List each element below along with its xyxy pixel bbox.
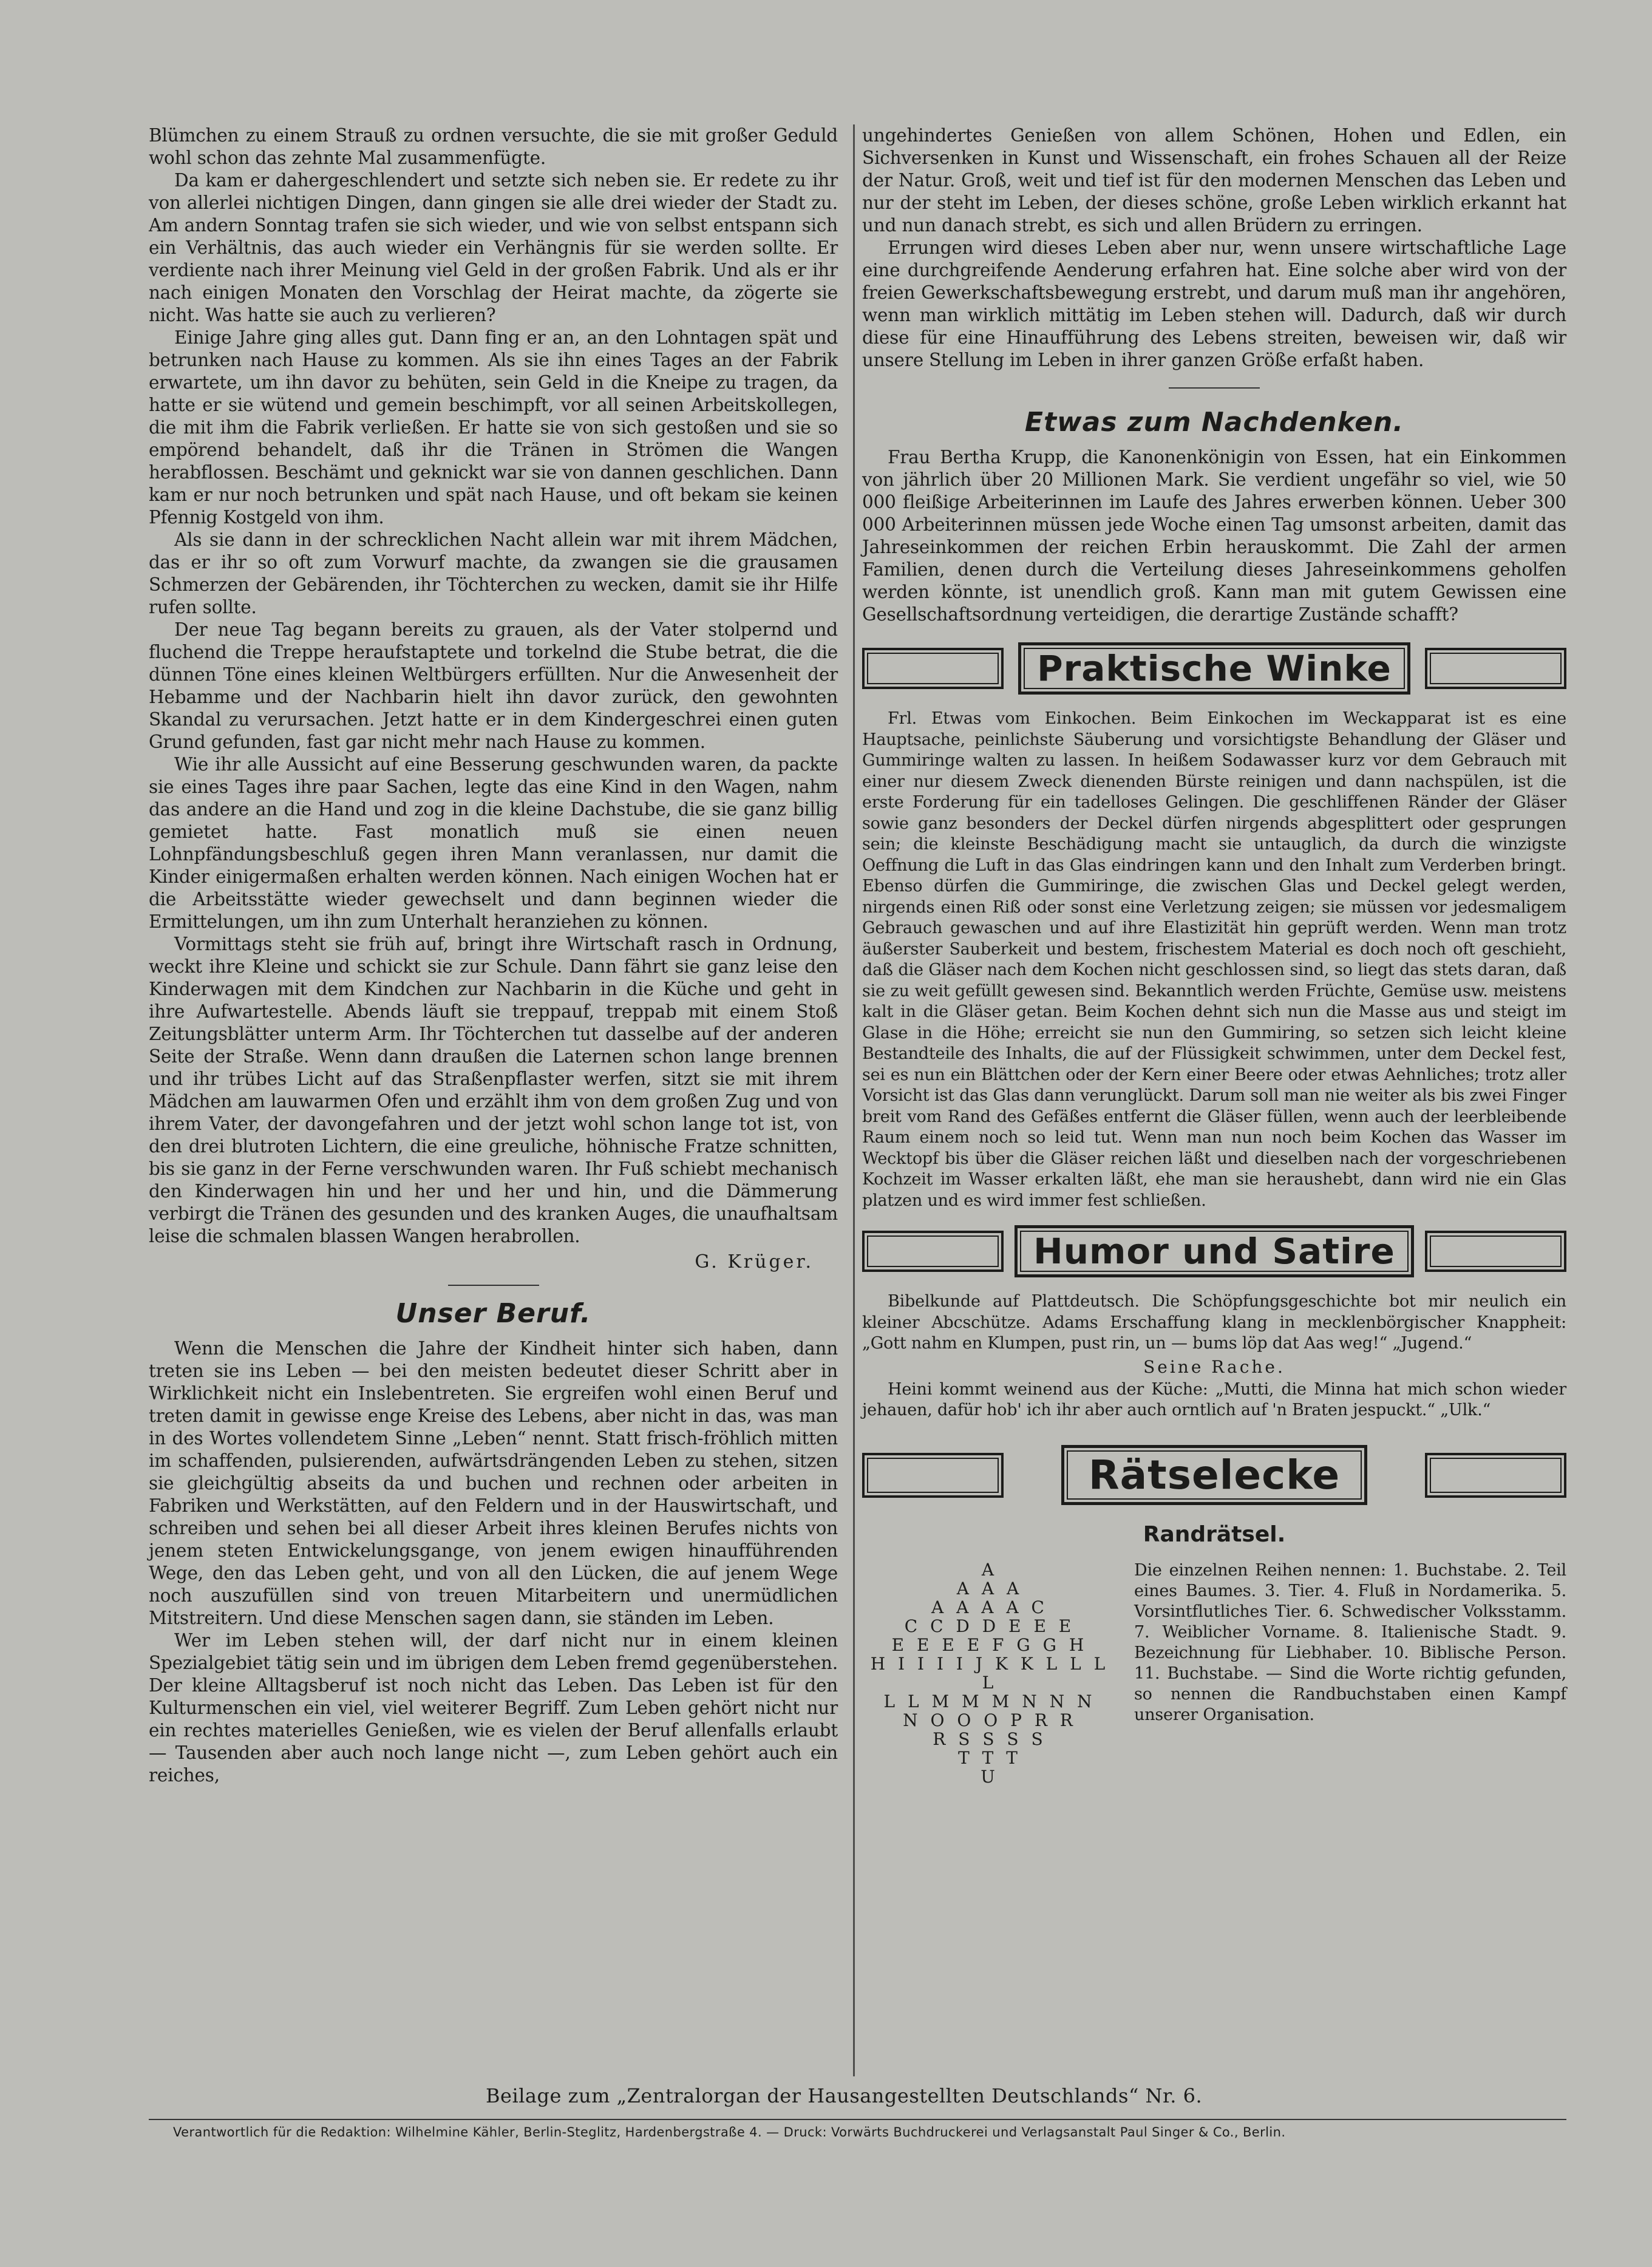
banner-frame-right	[1425, 1231, 1566, 1272]
winke-banner	[862, 642, 1566, 695]
pyramid-row: U	[981, 1766, 999, 1787]
story-paragraph: Blümchen zu einem Strauß zu ordnen versuchte, die sie mit großer Geduld wohl schon das zehnte Mal zusammenfügte.	[149, 125, 838, 168]
pyramid-row: A A A	[956, 1578, 1023, 1599]
pyramid-row: N O O O P R R	[903, 1710, 1076, 1730]
section-divider	[1169, 387, 1260, 389]
letter-pyramid	[862, 1560, 1117, 1786]
banner-frame-left	[862, 1453, 1004, 1498]
beruf-continued-paragraph: ungehindertes Genießen von allem Schönen, Hohen und Edlen, ein Sichversenken in Kunst und Wissenschaft, ein frohes Schauen all der Reize der Natur. Groß, weit und tief ist für den modernen Menschen das Leben und nur der steht im Leben, der dieses schöne, große Leben wirklich erkannt hat und nun danach strebt, es sich und allen Brüdern zu erringen.	[862, 125, 1566, 236]
beruf-heading: Unser Beruf.	[395, 1298, 591, 1329]
raetsel-banner	[862, 1442, 1566, 1509]
beruf-continued-paragraph: Errungen wird dieses Leben aber nur, wenn unsere wirtschaftliche Lage eine durchgreifende Aenderung erfahren hat. Eine solche aber wird von der freien Gewerkschaftsbewegung erstrebt, und darum muß man ihr angehören, wenn man wirklich mittätig im Leben stehen will. Dadurch, daß wir durch diese für eine Hinaufführung des Lebens streiten, beweisen wir, daß wir unsere Stellung im Leben in ihrer ganzen Größe erfaßt haben.	[862, 237, 1566, 370]
story-paragraph: Als sie dann in der schrecklichen Nacht allein war mit ihrem Mädchen, das er ihr so oft zum Vorwurf machte, da zwangen sie die grausamen Schmerzen der Gebärenden, ihr Töchterchen zu wecken, damit sie ihr Hilfe rufen sollte.	[149, 529, 838, 617]
humor-item: Bibelkunde auf Plattdeutsch. Die Schöpfungsgeschichte bot mir neulich ein kleiner Abcschütze. Adams Erschaffung klang in mecklenbörgischer Knappheit: „Gott nahm en Klumpen, pust rin, un — bums löp dat Aas weg!“ „Jugend.“	[862, 1292, 1566, 1353]
nachdenken-paragraph: Frau Bertha Krupp, die Kanonenkönigin von Essen, hat ein Einkommen von jährlich über 20 Millionen Mark. Sie verdient ungefähr so viel, wie 50 000 fleißige Arbeiterinnen im Laufe des Jahres erwerben können. Ueber 300 000 Arbeiterinnen müssen jede Woche einen Tag umsonst arbeiten, damit das Jahreseinkommen der reichen Erbin herauskommt. Die Zahl der armen Familien, denen durch die Verteilung dieses Jahreseinkommens geholfen werden könnte, ist unendlich groß. Kann man mit gutem Gewissen eine Gesellschaftsordnung verteidigen, die derartige Zustände schafft?	[862, 447, 1566, 625]
column-divider	[853, 124, 855, 2076]
raetsel-heading: Rätselecke	[1061, 1445, 1367, 1505]
left-column	[149, 124, 838, 1787]
right-column	[862, 124, 1566, 1786]
pyramid-row: H I I I I J K K L L L L	[870, 1653, 1109, 1693]
pyramid-row: A	[981, 1559, 998, 1580]
beruf-paragraph: Wenn die Menschen die Jahre der Kindheit hinter sich haben, dann treten sie ins Leben — bei den meisten bedeutet dieser Schritt aber in Wirklichkeit nicht ein Inslebentreten. Sie ergreifen wohl einen Beruf und treten damit in gewisse enge Kreise des Lebens, aber nicht in das, was man in des Wortes vollendetem Sinne „Leben“ nennt. Statt frisch-fröhlich mitten im schaffenden, pulsierenden, aufwärtsdrängenden Leben zu stehen, sitzen sie gleichgültig abseits da und buchen und rechnen oder arbeiten in Fabriken und Werkstätten, auf den Feldern und in der Hauswirtschaft, und schreiben und sehen bei all dieser Arbeit ihres kleinen Berufes nichts von jenem steten Entwickelungsgange, von jenem ewigen hinaufführenden Wege, den das Leben geht, und von all den Lücken, die auf jenem Wege noch auszufüllen sind von treuen Mitarbeitern und unermüdlichen Mitstreitern. Und diese Menschen sagen dann, sie ständen im Leben.	[149, 1338, 838, 1628]
humor-heading: Humor und Satire	[1015, 1225, 1414, 1277]
winke-paragraph: Frl. Etwas vom Einkochen. Beim Einkochen im Weckapparat ist es eine Hauptsache, peinlichste Säuberung und vorsichtigste Behandlung der Gläser und Gummiringe walten zu lassen. In heißem Sodawasser kurz vor dem Gebrauch mit einer nur diesem Zweck dienenden Bürste reinigen und dann nachspülen, ist die erste Forderung für ein tadelloses Gelingen. Die geschliffenen Ränder der Gläser sowie ganz besonders der Deckel dürfen nirgends abgesplittert oder gesprungen sein; die kleinste Beschädigung macht sie untauglich, da durch die winzigste Oeffnung die Luft in das Glas eindringen kann und den Inhalt zum Verderben bringt. Ebenso dürfen die Gummiringe, die zwischen Glas und Deckel gelegt werden, nirgends einen Riß oder sonst eine Verletzung zeigen; sie müssen vor jedesmaligem Gebrauch gewaschen und auf ihre Elastizität hin geprüft werden. Wenn man trotz äußerster Sauberkeit und bestem, frischestem Material es doch noch oft geschieht, daß die Gläser nach dem Kochen nicht geschlossen sind, so liegt das stets daran, daß sie zu weit gefüllt gewesen sind. Bekanntlich werden Früchte, Gemüse usw. meistens kalt in die Gläser getan. Beim Kochen dehnt sich nun die Masse aus und steigt im Glase in die Höhe; erreicht sie nun den Gummiring, so setzen sich leicht kleine Bestandteile des Inhalts, die auf der Flüssigkeit schwimmen, unter dem Deckel fest, sei es nun ein Blättchen oder der Kern einer Beere oder etwas Aehnliches; trotz aller Vorsicht ist das Glas dann verunglückt. Darum soll man nie weiter als bis zwei Finger breit vom Rand des Gefäßes entfernt die Gläser füllen, wenn auch der leerbleibende Raum einem noch so leid tut. Wenn man nun noch beim Kochen das Wasser im Wecktopf bis über die Gläser reichen läßt und dieselben nach der vorgeschriebenen Kochzeit im Wasser erkalten läßt, ehe man sie heraushebt, dann wird nie ein Glas platzen und es wird immer fest schließen.	[862, 709, 1566, 1210]
humor-item-title: Seine Rache.	[1143, 1356, 1285, 1377]
pyramid-row: L L M M M N N N	[883, 1691, 1096, 1711]
supplement-line: Beilage zum „Zentralorgan der Hausangestellten Deutschlands“ Nr. 6.	[486, 2084, 1203, 2107]
story-paragraph: Wie ihr alle Aussicht auf eine Besserung geschwunden waren, da packte sie eines Tages ihre paar Sachen, legte das eine Kind in den Wagen, nahm das andere an die Hand und zog in die kleine Dachstube, die sie ganz billig gemietet hatte. Fast monatlich muß sie einen neuen Lohnpfändungsbeschluß gegen ihren Mann veranlassen, nur damit die Kinder einigermaßen erhalten werden können. Nach einigen Wochen hat er die Arbeitsstätte wieder gewechselt und dann beginnen wieder die Ermittelungen, um ihn zum Unterhalt heranziehen zu können.	[149, 754, 838, 932]
banner-frame-left	[862, 1231, 1004, 1272]
banner-frame-right	[1425, 648, 1566, 689]
beruf-paragraph: Wer im Leben stehen will, der darf nicht nur in einem kleinen Spezialgebiet tätig sein und im übrigen dem Leben fremd gegenüberstehen. Der kleine Alltagsberuf ist noch nicht das Leben. Das Leben ist für den Kulturmenschen ein viel, viel weiterer Begriff. Zum Leben gehört nicht nur ein rechtes materielles Genießen, wie es vielen der Beruf allenfalls erlaubt — Tausenden aber auch noch lange nicht —, zum Leben gehört auch ein reiches,	[149, 1630, 838, 1786]
story-signature: G. Krüger.	[695, 1251, 814, 1273]
nachdenken-heading: Etwas zum Nachdenken.	[1024, 407, 1404, 438]
winke-heading: Praktische Winke	[1018, 642, 1410, 695]
raetsel-instructions: Die einzelnen Reihen nennen: 1. Buchstabe. 2. Teil eines Baumes. 3. Tier. 4. Fluß in Nordamerika. 5. Vorsintflutliches Tier. 6. Schwedischer Volksstamm. 7. Weiblicher Vorname. 8. Italienische Stadt. 9. Bezeichnung für Liebhaber. 10. Biblische Person. 11. Buchstabe. — Sind die Worte richtig gefunden, so nennen die Randbuchstaben einen Kampf unserer Organisation.	[1134, 1560, 1566, 1724]
footer-rule	[149, 2119, 1566, 2120]
story-paragraph: Der neue Tag begann bereits zu grauen, als der Vater stolpernd und fluchend die Treppe heraufstaptete und torkelnd die Stube betrat, die die dünnen Töne eines kleinen Weltbürgers erfüllten. Nur die Anwesenheit der Hebamme und der Nachbarin hielt ihn davor zurück, den gewohnten Skandal zu verursachen. Jetzt hatte er in dem Kindergeschrei einen guten Grund gefunden, fast gar nicht mehr nach Hause zu kommen.	[149, 619, 838, 752]
humor-banner	[862, 1225, 1566, 1278]
banner-frame-right	[1425, 1453, 1566, 1498]
pyramid-row: E E E E F G G H	[891, 1634, 1088, 1655]
imprint-footer: Verantwortlich für die Redaktion: Wilhelmine Kähler, Berlin-Steglitz, Hardenbergstraße 4. — Druck: Vorwärts Buchdruckerei und Verlagsanstalt Paul Singer & Co., Berlin.	[173, 2125, 1286, 2140]
story-paragraph: Vormittags steht sie früh auf, bringt ihre Wirtschaft rasch in Ordnung, weckt ihre Kleine und schickt sie zur Schule. Dann fährt sie ganz leise den Kinderwagen mit dem Kindchen zur Nachbarin in die Küche und geht in ihre Aufwartestelle. Abends läuft sie treppauf, treppab mit einem Stoß Zeitungsblätter unterm Arm. Ihr Töchterchen tut dasselbe auf der anderen Seite der Straße. Wenn dann draußen die Laternen schon lange brennen und ihr trübes Licht auf das Straßenpflaster werfen, sitzt sie mit ihrem Mädchen am lauwarmen Ofen und erzählt ihm von dem großen Zug und von ihrem Vater, der davongefahren und der jetzt wohl schon lange tot ist, von den drei blutroten Lichtern, die eine greuliche, höhnische Fratze schnitten, bis sie ganz in der Ferne verschwunden waren. Ihr Fuß schiebt mechanisch den Kinderwagen hin und her und her und hin, und die Dämmerung verbirgt die Tränen des gesunden und des kranken Auges, die unaufhaltsam leise die schmalen blassen Wangen herabrollen.	[149, 934, 838, 1246]
banner-frame-left	[862, 648, 1004, 689]
humor-item: Heini kommt weinend aus der Küche: „Mutti, die Minna hat mich schon wieder jehauen, dafür hob' ich ihr aber auch orntlich auf 'n Braten jespuckt.“ „Ulk.“	[862, 1379, 1566, 1419]
raetsel-subtitle: Randrätsel.	[1143, 1521, 1286, 1547]
pyramid-row: A A A A C	[931, 1597, 1048, 1617]
pyramid-row: R S S S S	[933, 1728, 1047, 1749]
pyramid-row: T T T	[958, 1747, 1021, 1768]
story-paragraph: Da kam er dahergeschlendert und setzte sich neben sie. Er redete zu ihr von allerlei nichtigen Dingen, dann gingen sie alle drei wieder der Stadt zu. Am andern Sonntag trafen sie sich wieder, und wie von selbst entspann sich ein Verhältnis, das auch wieder ein Verhängnis für sie werden sollte. Er verdiente nach ihrer Meinung viel Geld in der großen Fabrik. Und als er ihr nach einigen Monaten den Vorschlag der Heirat machte, da zögerte sie nicht. Was hatte sie auch zu verlieren?	[149, 170, 838, 325]
pyramid-row: C C D D E E E	[904, 1616, 1075, 1636]
randraetsel	[862, 1560, 1566, 1786]
story-paragraph: Einige Jahre ging alles gut. Dann fing er an, an den Lohntagen spät und betrunken nach Hause zu kommen. Als sie ihn eines Tages an der Fabrik erwartete, um ihn davor zu behüten, sein Geld in die Kneipe zu tragen, da hatte er sie wütend und gemein beschimpft, vor all seinen Arbeitskollegen, die mit ihm die Fabrik verließen. Er hatte sie von sich gestoßen und sie so empörend behandelt, daß ihr die Tränen in Strömen die Wangen herabflossen. Beschämt und geknickt war sie von dannen geschlichen. Dann kam er nur noch betrunken und spät nach Hause, und oft bekam sie keinen Pfennig Kostgeld von ihm.	[149, 327, 838, 528]
section-divider	[448, 1285, 539, 1286]
